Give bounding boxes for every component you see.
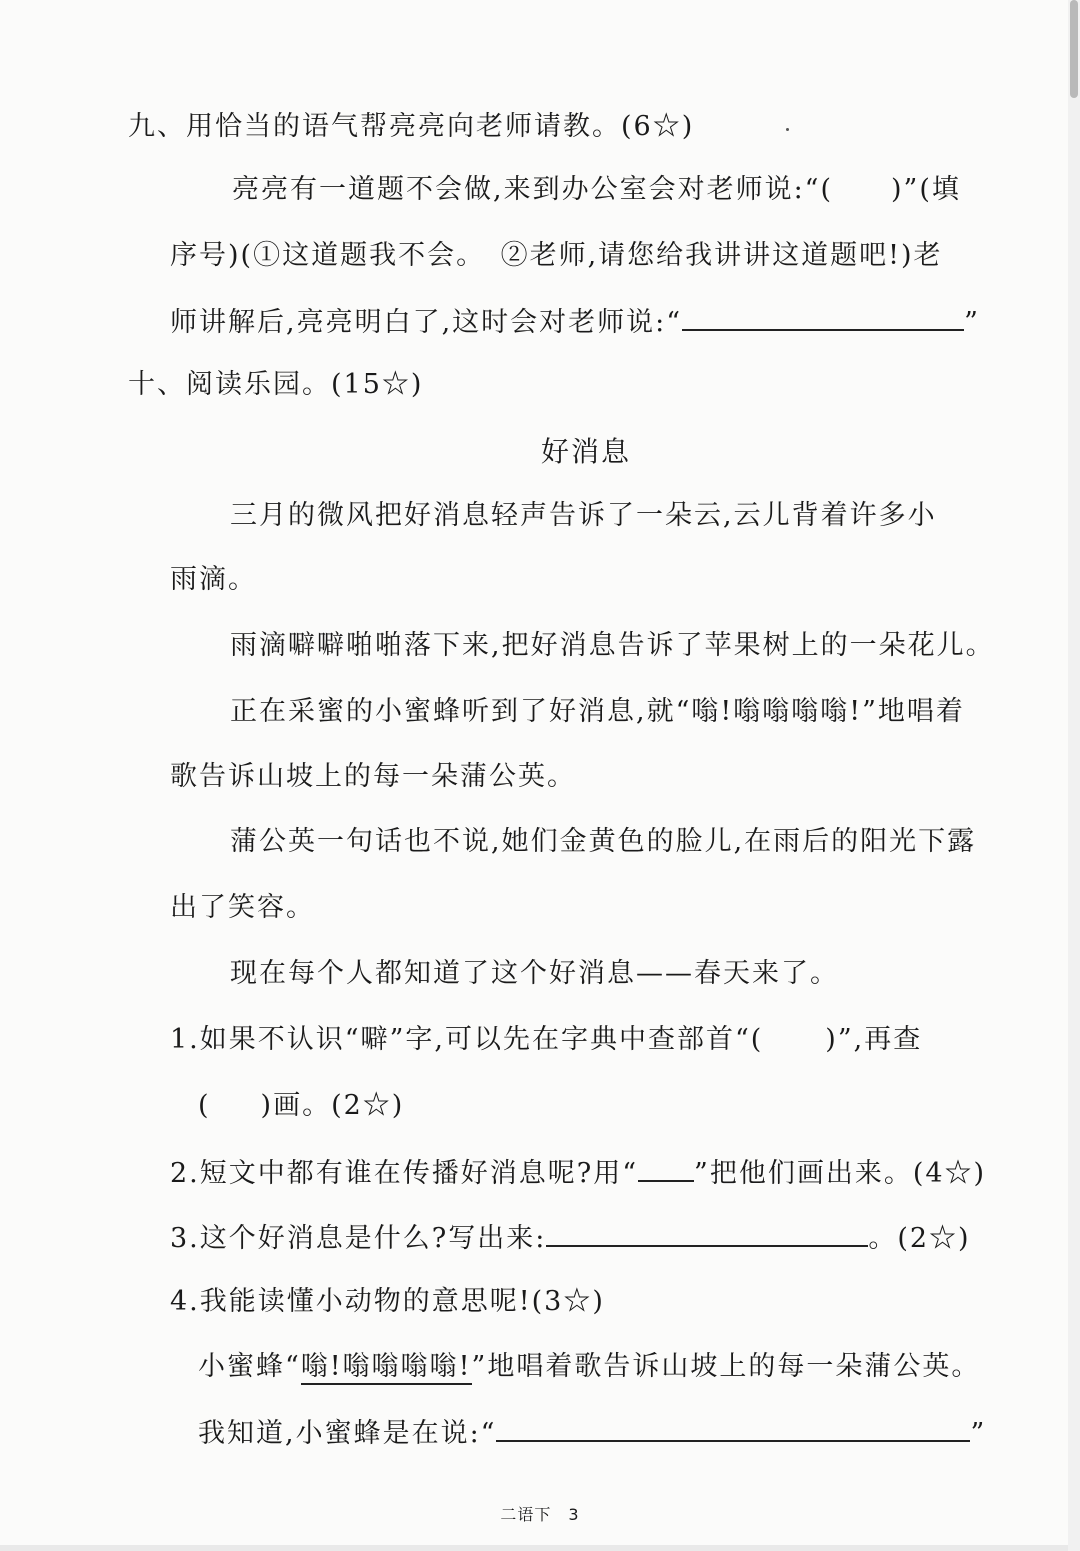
subq1-line2: ( )画。(2☆) xyxy=(198,1090,405,1121)
passage-p5: 现在每个人都知道了这个好消息——春天来了。 xyxy=(230,958,839,989)
passage-p1-line1: 三月的微风把好消息轻声告诉了一朵云,云儿背着许多小 xyxy=(230,500,937,531)
subq2: 2.短文中都有谁在传播好消息呢?用“ ”把他们画出来。(4☆) xyxy=(170,1152,986,1194)
scrollbar[interactable] xyxy=(1068,0,1080,1551)
subq4-answer-blank[interactable] xyxy=(496,1412,970,1442)
bee-quote-underlined: 嗡!嗡嗡嗡嗡! xyxy=(301,1351,472,1385)
subq4-line1: 小蜜蜂“嗡!嗡嗡嗡嗡!”地唱着歌告诉山坡上的每一朵蒲公英。 xyxy=(198,1347,980,1387)
subq4-line2: 我知道,小蜜蜂是在说:“ ” xyxy=(198,1412,986,1454)
passage-title: 好消息 xyxy=(540,435,631,468)
subq4: 4.我能读懂小动物的意思呢!(3☆) xyxy=(170,1286,605,1317)
q9-answer-blank[interactable] xyxy=(682,301,964,331)
subq2-underline-sample xyxy=(638,1152,694,1182)
passage-p3-line1: 正在采蜜的小蜜蜂听到了好消息,就“嗡!嗡嗡嗡嗡!”地唱着 xyxy=(230,696,965,727)
q9-line1: 亮亮有一道题不会做,来到办公室会对老师说:“( )”(填 xyxy=(232,174,961,205)
q10-heading: 十、阅读乐园。(15☆) xyxy=(128,369,424,400)
q9-line3: 师讲解后,亮亮明白了,这时会对老师说:“ ” xyxy=(170,301,980,343)
passage-p1-line2: 雨滴。 xyxy=(170,564,257,595)
scrollbar-thumb[interactable] xyxy=(1070,0,1078,98)
passage-p3-line2: 歌告诉山坡上的每一朵蒲公英。 xyxy=(170,761,576,792)
passage-p4-line1: 蒲公英一句话也不说,她们金黄色的脸儿,在雨后的阳光下露 xyxy=(230,826,977,857)
page-footer: 二语下 3 xyxy=(500,1505,580,1524)
q9-line2: 序号)(①这道题我不会。 ②老师,请您给我讲讲这道题吧!)老 xyxy=(170,240,943,271)
print-speck xyxy=(786,128,789,131)
passage-p4-line2: 出了笑容。 xyxy=(170,892,315,923)
passage-p2: 雨滴噼噼啪啪落下来,把好消息告诉了苹果树上的一朵花儿。 xyxy=(230,630,995,661)
subq3: 3.这个好消息是什么?写出来: 。(2☆) xyxy=(170,1217,971,1259)
q9-heading: 九、用恰当的语气帮亮亮向老师请教。(6☆) xyxy=(128,111,695,142)
subq1-line1: 1.如果不认识“噼”字,可以先在字典中查部首“( )”,再查 xyxy=(170,1024,923,1055)
subq3-answer-blank[interactable] xyxy=(546,1217,868,1247)
